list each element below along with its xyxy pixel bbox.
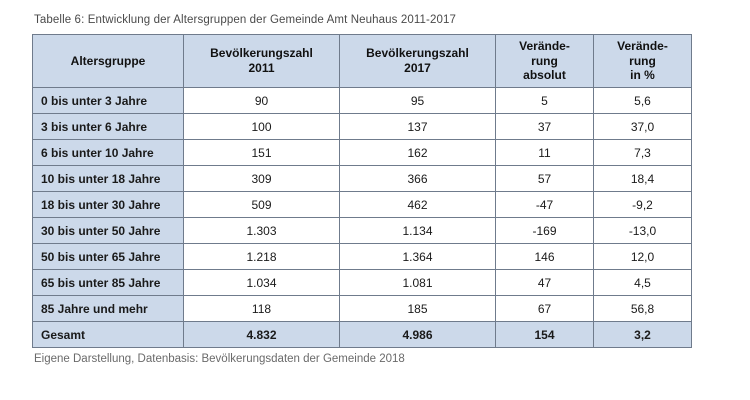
cell-change-percent: 37,0 (594, 114, 692, 140)
cell-change-absolute: 146 (496, 244, 594, 270)
table-row (33, 296, 692, 322)
cell-age-group-total: Gesamt (33, 322, 184, 348)
cell-age-group: 3 bis unter 6 Jahre (33, 114, 184, 140)
cell-change-percent: 5,6 (594, 88, 692, 114)
table-header (33, 35, 692, 88)
cell-change-absolute: 5 (496, 88, 594, 114)
table-row-total (33, 322, 692, 348)
cell-age-group: 0 bis unter 3 Jahre (33, 88, 184, 114)
cell-change-absolute: -169 (496, 218, 594, 244)
cell-change-percent: -9,2 (594, 192, 692, 218)
column-header-change-absolute (496, 35, 594, 88)
column-header-population-2017 (340, 35, 496, 88)
cell-age-group: 18 bis unter 30 Jahre (33, 192, 184, 218)
column-header-population-2011 (184, 35, 340, 88)
cell-population-2011: 151 (184, 140, 340, 166)
cell-population-2017: 366 (340, 166, 496, 192)
cell-population-2011-total: 4.832 (184, 322, 340, 348)
cell-population-2011: 1.303 (184, 218, 340, 244)
cell-population-2017: 95 (340, 88, 496, 114)
cell-population-2017: 185 (340, 296, 496, 322)
table-body (33, 88, 692, 348)
cell-population-2011: 1.034 (184, 270, 340, 296)
table-header-row (33, 35, 692, 88)
cell-population-2011: 309 (184, 166, 340, 192)
column-header-change-absolute-line3: absolut (523, 68, 566, 83)
table-row (33, 140, 692, 166)
cell-age-group: 65 bis unter 85 Jahre (33, 270, 184, 296)
cell-change-absolute: 37 (496, 114, 594, 140)
table-row (33, 218, 692, 244)
cell-age-group: 10 bis unter 18 Jahre (33, 166, 184, 192)
cell-population-2017: 1.364 (340, 244, 496, 270)
cell-change-absolute: 67 (496, 296, 594, 322)
column-header-change-percent-line2: rung (629, 53, 656, 68)
column-header-change-absolute-line1: Verände- (519, 39, 570, 54)
cell-change-absolute-total: 154 (496, 322, 594, 348)
cell-age-group: 50 bis unter 65 Jahre (33, 244, 184, 270)
cell-change-percent-total: 3,2 (594, 322, 692, 348)
table-caption: Tabelle 6: Entwicklung der Altersgruppen der Gemeinde Amt Neuhaus 2011-2017 (34, 14, 457, 26)
cell-population-2011: 1.218 (184, 244, 340, 270)
cell-population-2017: 462 (340, 192, 496, 218)
cell-change-percent: 56,8 (594, 296, 692, 322)
column-header-change-percent (594, 35, 692, 88)
table-row (33, 192, 692, 218)
cell-population-2017: 137 (340, 114, 496, 140)
table-source-note: Eigene Darstellung, Datenbasis: Bevölkerungsdaten der Gemeinde 2018 (34, 353, 405, 365)
column-header-population-2011-line1: Bevölkerungszahl (210, 46, 313, 61)
column-header-change-absolute-line2: rung (531, 53, 558, 68)
cell-change-percent: 7,3 (594, 140, 692, 166)
cell-population-2011: 90 (184, 88, 340, 114)
column-header-population-2011-line2: 2011 (248, 61, 275, 75)
column-header-age-group: Altersgruppe (33, 35, 184, 88)
cell-population-2017: 162 (340, 140, 496, 166)
cell-change-absolute: 57 (496, 166, 594, 192)
table-row (33, 88, 692, 114)
column-header-population-2017-line2: 2017 (404, 61, 431, 75)
cell-change-percent: -13,0 (594, 218, 692, 244)
cell-change-percent: 18,4 (594, 166, 692, 192)
cell-change-percent: 4,5 (594, 270, 692, 296)
table-row (33, 166, 692, 192)
cell-change-absolute: -47 (496, 192, 594, 218)
cell-population-2017: 1.134 (340, 218, 496, 244)
cell-population-2017: 1.081 (340, 270, 496, 296)
age-groups-table (32, 34, 692, 348)
cell-change-percent: 12,0 (594, 244, 692, 270)
cell-population-2011: 100 (184, 114, 340, 140)
cell-age-group: 85 Jahre und mehr (33, 296, 184, 322)
cell-age-group: 6 bis unter 10 Jahre (33, 140, 184, 166)
table-row (33, 114, 692, 140)
cell-population-2011: 509 (184, 192, 340, 218)
column-header-population-2017-line1: Bevölkerungszahl (366, 46, 469, 61)
column-header-change-percent-line1: Verände- (617, 39, 668, 54)
cell-change-absolute: 11 (496, 140, 594, 166)
cell-population-2011: 118 (184, 296, 340, 322)
table-row (33, 244, 692, 270)
cell-population-2017-total: 4.986 (340, 322, 496, 348)
cell-change-absolute: 47 (496, 270, 594, 296)
cell-age-group: 30 bis unter 50 Jahre (33, 218, 184, 244)
table-row (33, 270, 692, 296)
column-header-change-percent-line3: in % (630, 68, 655, 83)
